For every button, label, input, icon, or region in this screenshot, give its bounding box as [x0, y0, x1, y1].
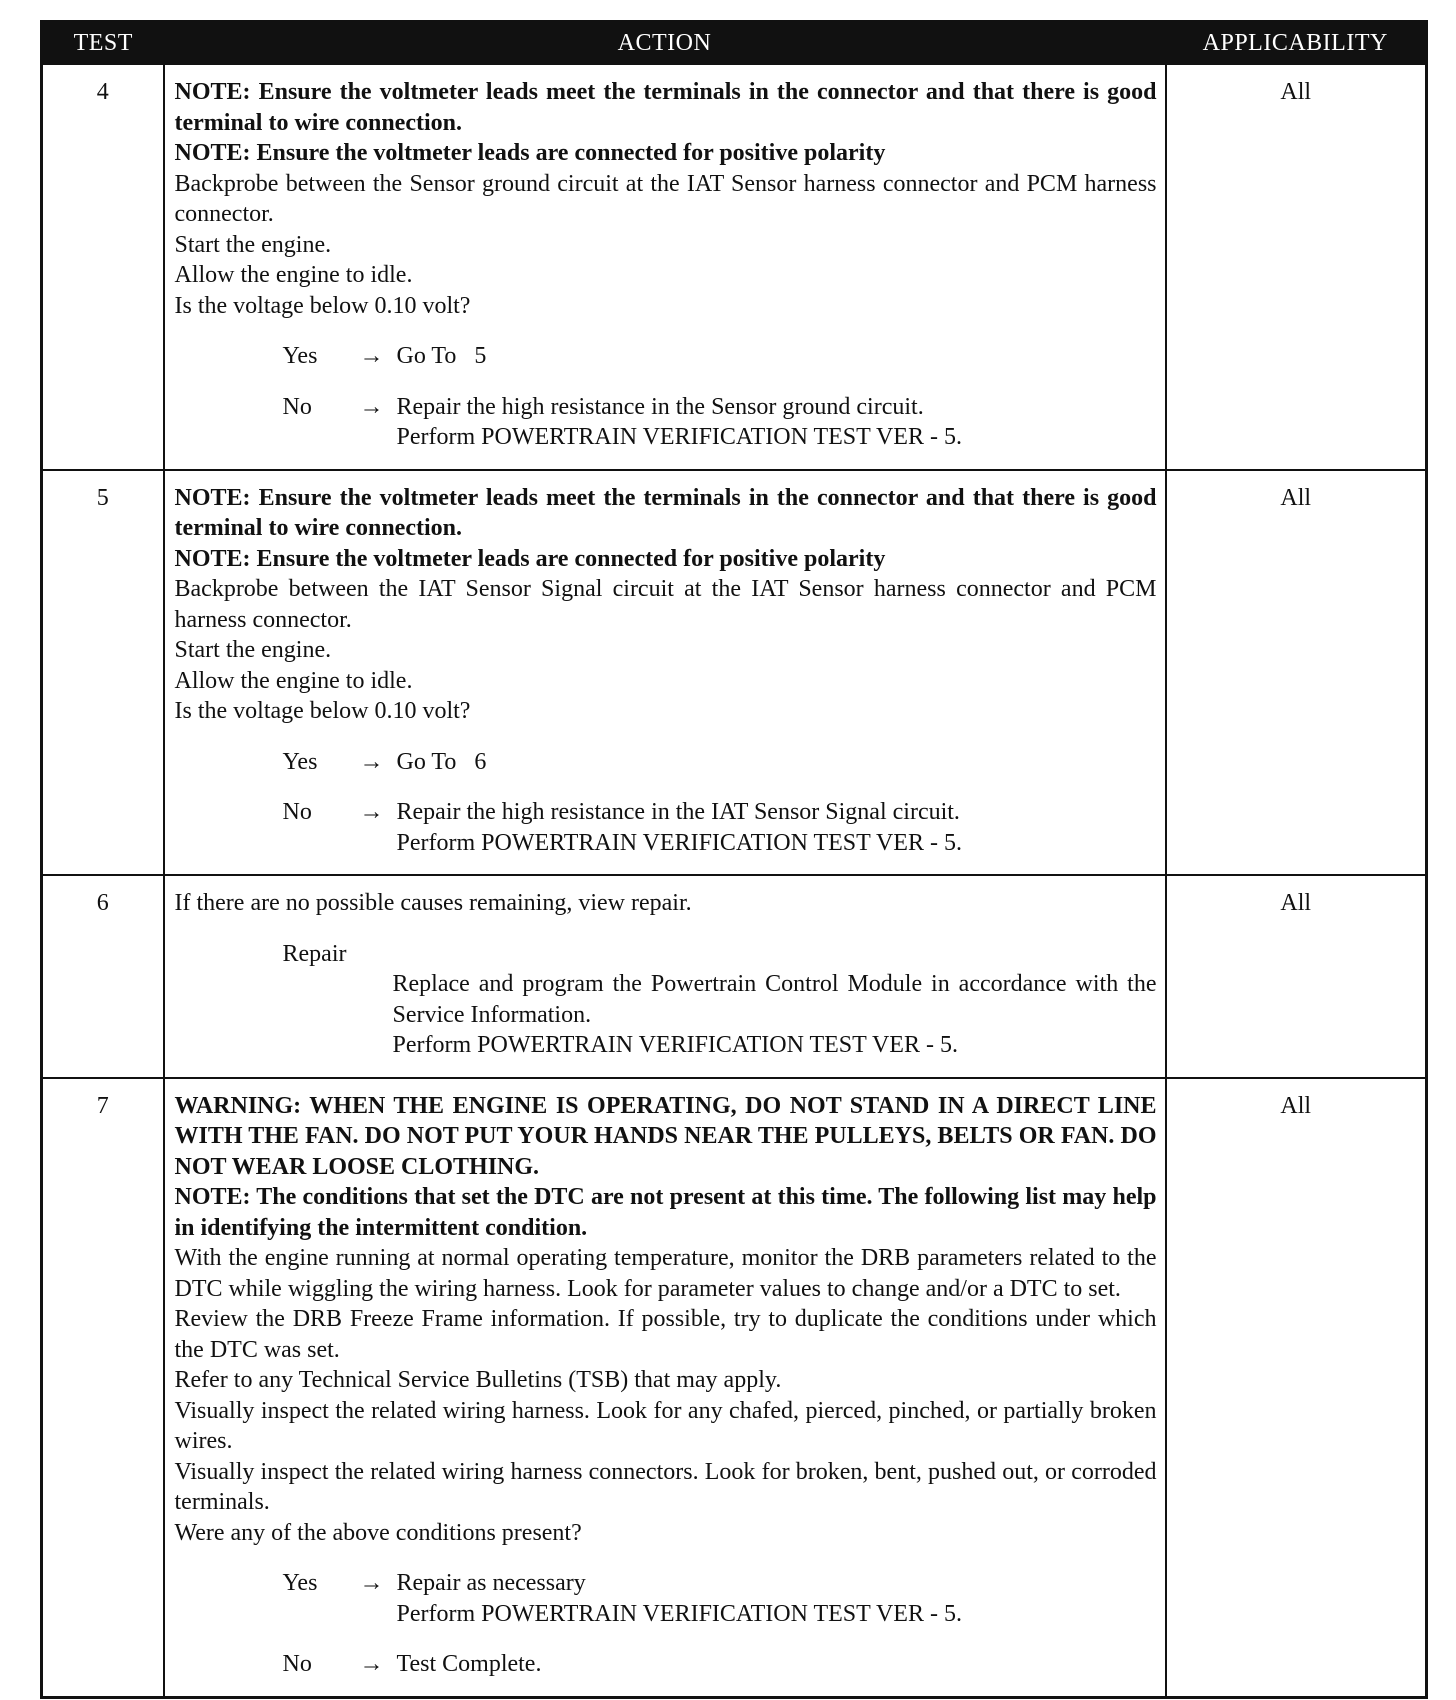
test-number: 7	[42, 1078, 164, 1698]
no-label: No	[282, 393, 312, 420]
yes-action: Go To 5	[396, 343, 487, 369]
test-row-6	[42, 875, 1427, 1078]
test-action	[164, 470, 1166, 876]
yes-action: Go To 6	[396, 748, 487, 775]
note: NOTE: The conditions that set the DTC are not present at this time. The following list may help in identifying the intermittent condition.	[174, 1184, 1157, 1241]
note: NOTE: Ensure the voltmeter leads are connected for positive polarity	[174, 140, 886, 166]
no-action: Perform POWERTRAIN VERIFICATION TEST VER - 5.	[396, 829, 962, 856]
yes-response	[175, 1568, 1157, 1629]
applicability: All	[1166, 64, 1427, 470]
step: With the engine running at normal operating temperature, monitor the DRB parameters related to the DTC while wiggling the wiring harness. Look for parameter values to change and/or a DTC to set.	[174, 1245, 1157, 1302]
no-action: Repair the high resistance in the IAT Sensor Signal circuit.	[396, 799, 960, 825]
arrow-right-icon: →	[359, 393, 384, 420]
test-number: 5	[42, 470, 164, 876]
arrow-right-icon: →	[359, 748, 384, 775]
no-label: No	[282, 799, 312, 825]
no-response	[175, 797, 1157, 858]
no-label: No	[282, 1651, 312, 1677]
test-number: 6	[42, 875, 164, 1078]
step: Visually inspect the related wiring harness connectors. Look for broken, bent, pushed out, or corroded terminals.	[174, 1458, 1157, 1515]
question: Is the voltage below 0.10 volt?	[174, 698, 471, 724]
step: Start the engine.	[174, 231, 332, 258]
applicability: All	[1166, 470, 1427, 876]
note: NOTE: Ensure the voltmeter leads meet the terminals in the connector and that there is good terminal to wire connection.	[174, 484, 1157, 541]
test-number: 4	[42, 64, 164, 470]
test-row-5	[42, 470, 1427, 876]
arrow-right-icon: →	[359, 1570, 384, 1596]
table-header-row	[42, 22, 1427, 65]
yes-label: Yes	[282, 748, 318, 775]
question: Were any of the above conditions present?	[174, 1519, 582, 1546]
no-action: Perform POWERTRAIN VERIFICATION TEST VER - 5.	[396, 424, 962, 450]
step: Start the engine.	[174, 637, 332, 663]
no-action: Test Complete.	[396, 1651, 542, 1677]
step: Backprobe between the Sensor ground circuit at the IAT Sensor harness connector and PCM harness connector.	[174, 170, 1157, 227]
test-action	[164, 875, 1166, 1078]
header-test: TEST	[42, 22, 164, 65]
arrow-right-icon: →	[359, 799, 384, 825]
no-response	[175, 1649, 1157, 1680]
procedure-document	[40, 20, 1425, 1699]
test-action	[164, 64, 1166, 470]
step: Backprobe between the IAT Sensor Signal circuit at the IAT Sensor harness connector and PCM harness connector.	[174, 576, 1157, 633]
yes-response	[175, 747, 1157, 778]
header-action: ACTION	[164, 22, 1166, 65]
step: Refer to any Technical Service Bulletins (TSB) that may apply.	[174, 1367, 782, 1393]
arrow-right-icon: →	[359, 343, 384, 369]
yes-label: Yes	[282, 343, 318, 369]
repair-instructions	[175, 969, 1157, 1061]
repair-step: Perform POWERTRAIN VERIFICATION TEST VER - 5.	[392, 1032, 958, 1058]
no-response	[175, 392, 1157, 453]
yes-action: Repair as necessary	[396, 1570, 586, 1596]
applicability: All	[1166, 875, 1427, 1078]
test-row-7	[42, 1078, 1427, 1698]
note: NOTE: Ensure the voltmeter leads are connected for positive polarity	[174, 545, 886, 572]
header-applicability: APPLICABILITY	[1166, 22, 1427, 65]
test-action	[164, 1078, 1166, 1698]
yes-label: Yes	[282, 1570, 318, 1596]
repair-step: Replace and program the Powertrain Control Module in accordance with the Service Information.	[392, 971, 1157, 1028]
test-row-4	[42, 64, 1427, 470]
step: Visually inspect the related wiring harness. Look for any chafed, pierced, pinched, or partially broken wires.	[174, 1397, 1157, 1454]
repair-label: Repair	[282, 940, 347, 967]
note: NOTE: Ensure the voltmeter leads meet the terminals in the connector and that there is good terminal to wire connection.	[174, 79, 1157, 136]
question: Is the voltage below 0.10 volt?	[174, 292, 471, 319]
yes-action: Perform POWERTRAIN VERIFICATION TEST VER - 5.	[396, 1600, 962, 1627]
step: Allow the engine to idle.	[174, 667, 413, 694]
applicability: All	[1166, 1078, 1427, 1698]
yes-response	[175, 341, 1157, 372]
arrow-right-icon: →	[359, 1651, 384, 1677]
warning: WARNING: WHEN THE ENGINE IS OPERATING, DO NOT STAND IN A DIRECT LINE WITH THE FAN. DO NOT PUT YOUR HANDS NEAR THE PULLEYS, BELTS OR FAN. DO NOT WEAR LOOSE CLOTHING.	[174, 1092, 1157, 1180]
step: If there are no possible causes remaining, view repair.	[174, 890, 692, 916]
step: Allow the engine to idle.	[174, 262, 413, 288]
diagnostic-test-table	[40, 20, 1428, 1699]
step: Review the DRB Freeze Frame information. If possible, try to duplicate the conditions under which the DTC was set.	[174, 1306, 1157, 1363]
no-action: Repair the high resistance in the Sensor ground circuit.	[396, 393, 924, 420]
